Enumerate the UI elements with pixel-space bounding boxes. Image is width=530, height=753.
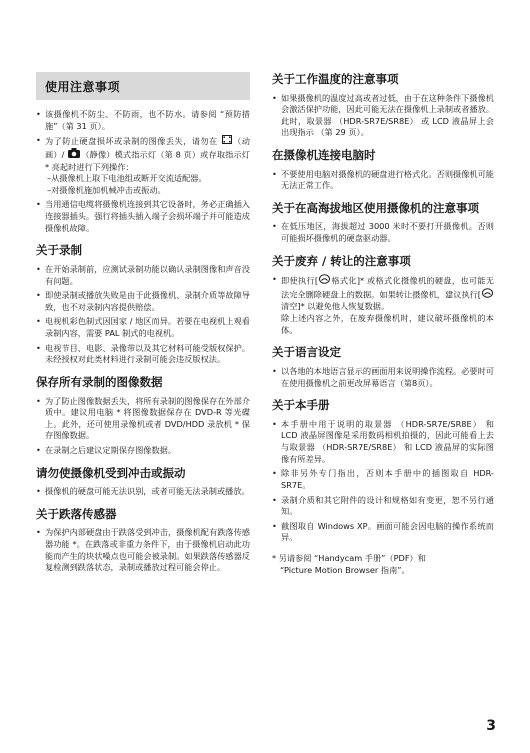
list-item: • 为保护内部硬盘由于跌落受到冲击，摄像机配有跌落传感器功能 *。在跌落或非重力条件下，由于摄像机启动此功能而产生的块状噪点也可能会被录制。如果跌落传感器反复检测到跌落状态，录制或播放过程可能会停止。 [36,527,250,574]
list-item [272,274,494,336]
left-column [36,72,250,583]
item-text: 清空]* 以避免他人恢复数据。 [281,301,390,312]
footnote-line: “Picture Motion Browser 指南”。 [280,564,410,575]
film-icon [222,135,232,148]
list-item: • 如果摄像机的温度过高或者过低，由于在这种条件下摄像机会激活保护功能，因此可能无法在摄像机上录制或者播放。此时，取景器 （HDR-SR7E/SR8E） 或 LCD 液晶屏上会出现指示 （第 29 页）。 [272,93,494,140]
section-heading: 在摄像机连接电脑时 [272,148,376,163]
list-item: • 本手册中用于说明的取景器 （HDR-SR7E/SR8E） 和 LCD 液晶屏图像是采用数码相机拍摄的，因此可能看上去与取景器 （HDR-SR7E/SR8E） 和 LCD 液晶屏的实际图像有所差异。 [272,419,494,466]
section-heading: 关于本手册 [272,398,330,413]
footnote [272,553,494,576]
altitude-list [272,221,494,244]
item-text: 格式化]* 或格式化摄像机的硬盘，也可能无法完全删除硬盘上的数据。如果转让摄像机，建议执行[ [281,275,494,300]
list-item: • 为了防止图像数据丢失，将所有录制的图像保存在外部介质中。建议用电脑 * 将图像数据保存在 DVD-R 等光碟上。此外，还可使用录像机或者 DVD/HDD 录放机 * 保存图像数据。 [36,396,250,443]
list-item: • 电视机彩色制式因国家 / 地区而异。若要在电视机上观看录制内容，需要 PAL 制式的电视机。 [36,316,250,339]
section-heading: 关于语言设定 [272,345,341,360]
list-item: • 该摄像机不防尘、不防雨，也不防水。请参阅 “预防措施”（第 31 页）。 [36,109,250,132]
list-item: • 摄像机的硬盘可能无法识别，或者可能无法录制或播放。 [36,486,250,498]
pc-connection-list [272,169,494,192]
disc-icon [482,288,493,302]
page-number: 3 [486,718,496,734]
section-heading: 关于跌落传感器 [36,506,117,521]
section-heading: 保存所有录制的图像数据 [36,375,163,390]
list-item: • 不要使用电脑对摄像机的硬盘进行格式化。否则摄像机可能无法正常工作。 [272,169,494,192]
disc-icon [319,274,330,288]
disposal-list [272,274,494,336]
temperature-list [272,93,494,140]
list-item: • 除非另外专门指出，否则本手册中的插图取自 HDR-SR7E。 [272,468,494,491]
shock-list [36,486,250,498]
language-list [272,366,494,389]
list-item: • 在低压地区，海拔超过 3000 米时不要打开摄像机。否则可能损坏摄像机的硬盘驱动器。 [272,221,494,244]
section-heading: 关于在高海拔地区使用摄像机的注意事项 [272,200,479,215]
list-item: • 录制介质和其它附件的设计和规格如有变更，恕不另行通知。 [272,495,494,518]
section-heading: 请勿使摄像机受到冲击或振动 [36,465,186,480]
section-banner: 使用注意事项 [36,72,250,100]
list-item: • 即使录制或播放失败是由于此摄像机、录制介质等故障导致，也不对录制内容提供赔偿。 [36,290,250,313]
list-item: • 电视节目、电影、录像带以及其它材料可能受版权保护。未经授权对此类材料进行录制可能会违反版权法。 [36,343,250,366]
item-text: 即使执行[ [281,275,319,286]
section-heading: 关于录制 [36,243,82,258]
drop-sensor-list [36,527,250,574]
list-item: • 截图取自 Windows XP。画面可能会因电脑的操作系统而异。 [272,521,494,544]
list-item: • 在开始录制前，应测试录制功能以确认录制图像和声音没有问题。 [36,264,250,287]
list-item: • 以各地的本地语言显示的画面用来说明操作流程。必要时可在使用摄像机之前更改屏幕语言（第8页）。 [272,366,494,389]
right-column [272,72,494,576]
section-heading: 关于工作温度的注意事项 [272,72,399,86]
list-item: • 当用通信电缆将摄像机连接到其它设备时，务必正确插入连接器插头。强行将插头插入端子会损坏端子并可能造成摄像机故障。 [36,199,250,234]
item-text: 除上述内容之外，在废弃摄像机时，建议破坏摄像机的本体。 [281,313,494,335]
list-subitem: –对摄像机施加机械冲击或振动。 [47,184,166,195]
list-item: • 在录制之后建议定期保存图像数据。 [36,445,250,457]
save-data-list [36,396,250,457]
recording-list [36,264,250,366]
list-subitem: –从摄像机上取下电池组或断开交流适配器。 [47,173,207,184]
item-text: 为了防止硬盘损坏或录制的图像丢失，请勿在 [45,136,218,147]
section-heading: 关于废弃 / 转让的注意事项 [272,253,411,268]
item-text: （动画）/ [45,136,250,160]
item-text: （静像）模式指示灯（第 8 页）或存取指示灯 * 亮起时进行下列操作： [45,149,250,172]
intro-list [36,109,250,234]
list-item [36,135,250,196]
manual-list [272,419,494,544]
footnote-line: * 另请参阅 “Handycam 手册”（PDF）和 [272,553,426,564]
camera-icon [68,148,80,162]
